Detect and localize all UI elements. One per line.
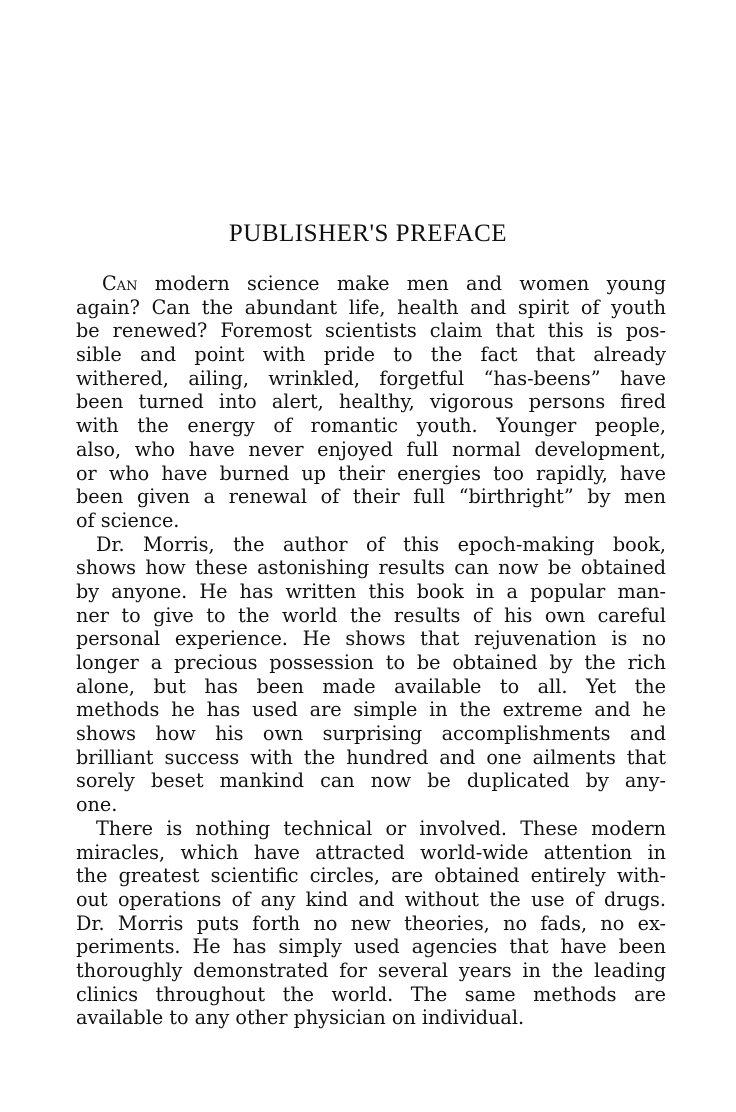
text-line: methods he has used are simple in the extreme and he [76,698,666,722]
text-line: personal experience. He shows that rejuvenation is no [76,627,666,651]
text-line: been given a renewal of their full “birthright” by men [76,485,666,509]
text-line: periments. He has simply used agencies that have been [76,935,666,959]
text-line: Dr. Morris, the author of this epoch-making book, [96,532,666,556]
text-line: sible and point with pride to the fact that already [76,343,666,367]
text-line: also, who have never enjoyed full normal development, [76,437,666,461]
text-line: out operations of any kind and without the use of drugs. [76,887,666,911]
paragraph-1 [76,272,666,533]
text-line: withered, ailing, wrinkled, forgetful “has-beens” have [76,366,666,390]
text-line: be renewed? Foremost scientists claim that this is pos- [76,319,666,343]
text-line: one. [76,793,118,817]
text-line: longer a precious possession to be obtained by the rich [76,651,666,674]
text-line: There is nothing technical or involved. These modern [96,816,666,840]
text-line: by anyone. He has written this book in a popular man- [76,579,666,603]
text-line: shows how these astonishing results can now be obtained [76,556,666,580]
text-line: been turned into alert, healthy, vigorous persons fired [76,390,666,414]
text-line: clinics throughout the world. The same methods are [76,982,666,1006]
text-line: again? Can the abundant life, health and spirit of youth [76,295,666,319]
text-line: ner to give to the world the results of his own careful [76,603,666,627]
paragraph-2 [76,533,666,817]
text-line: brilliant success with the hundred and one ailments that [76,745,666,769]
small-caps-lead: Can [102,272,138,295]
paragraph-3 [76,817,666,1030]
text-line: or who have burned up their energies too rapidly, have [76,461,666,485]
text-line: alone, but has been made available to all. Yet the [76,674,666,698]
text-line: with the energy of romantic youth. Younger people, [76,414,666,438]
text-line: Dr. Morris puts forth no new theories, no fads, no ex- [76,911,666,935]
text-line: shows how his own surprising accomplishments and [76,722,666,746]
text-line: sorely beset mankind can now be duplicated by any- [76,769,666,793]
text-line: Can modern science make men and women young [102,272,666,295]
text-line: miracles, which have attracted world-wide attention in [76,840,666,864]
preface-body [76,272,666,1030]
text-line: of science. [76,508,180,532]
page-title: PUBLISHER'S PREFACE [228,220,508,247]
text-line: available to any other physician on individual. [76,1006,525,1030]
text-line: thoroughly demonstrated for several years in the leading [76,958,666,982]
text-line: the greatest scientific circles, are obtained entirely with- [76,864,666,888]
